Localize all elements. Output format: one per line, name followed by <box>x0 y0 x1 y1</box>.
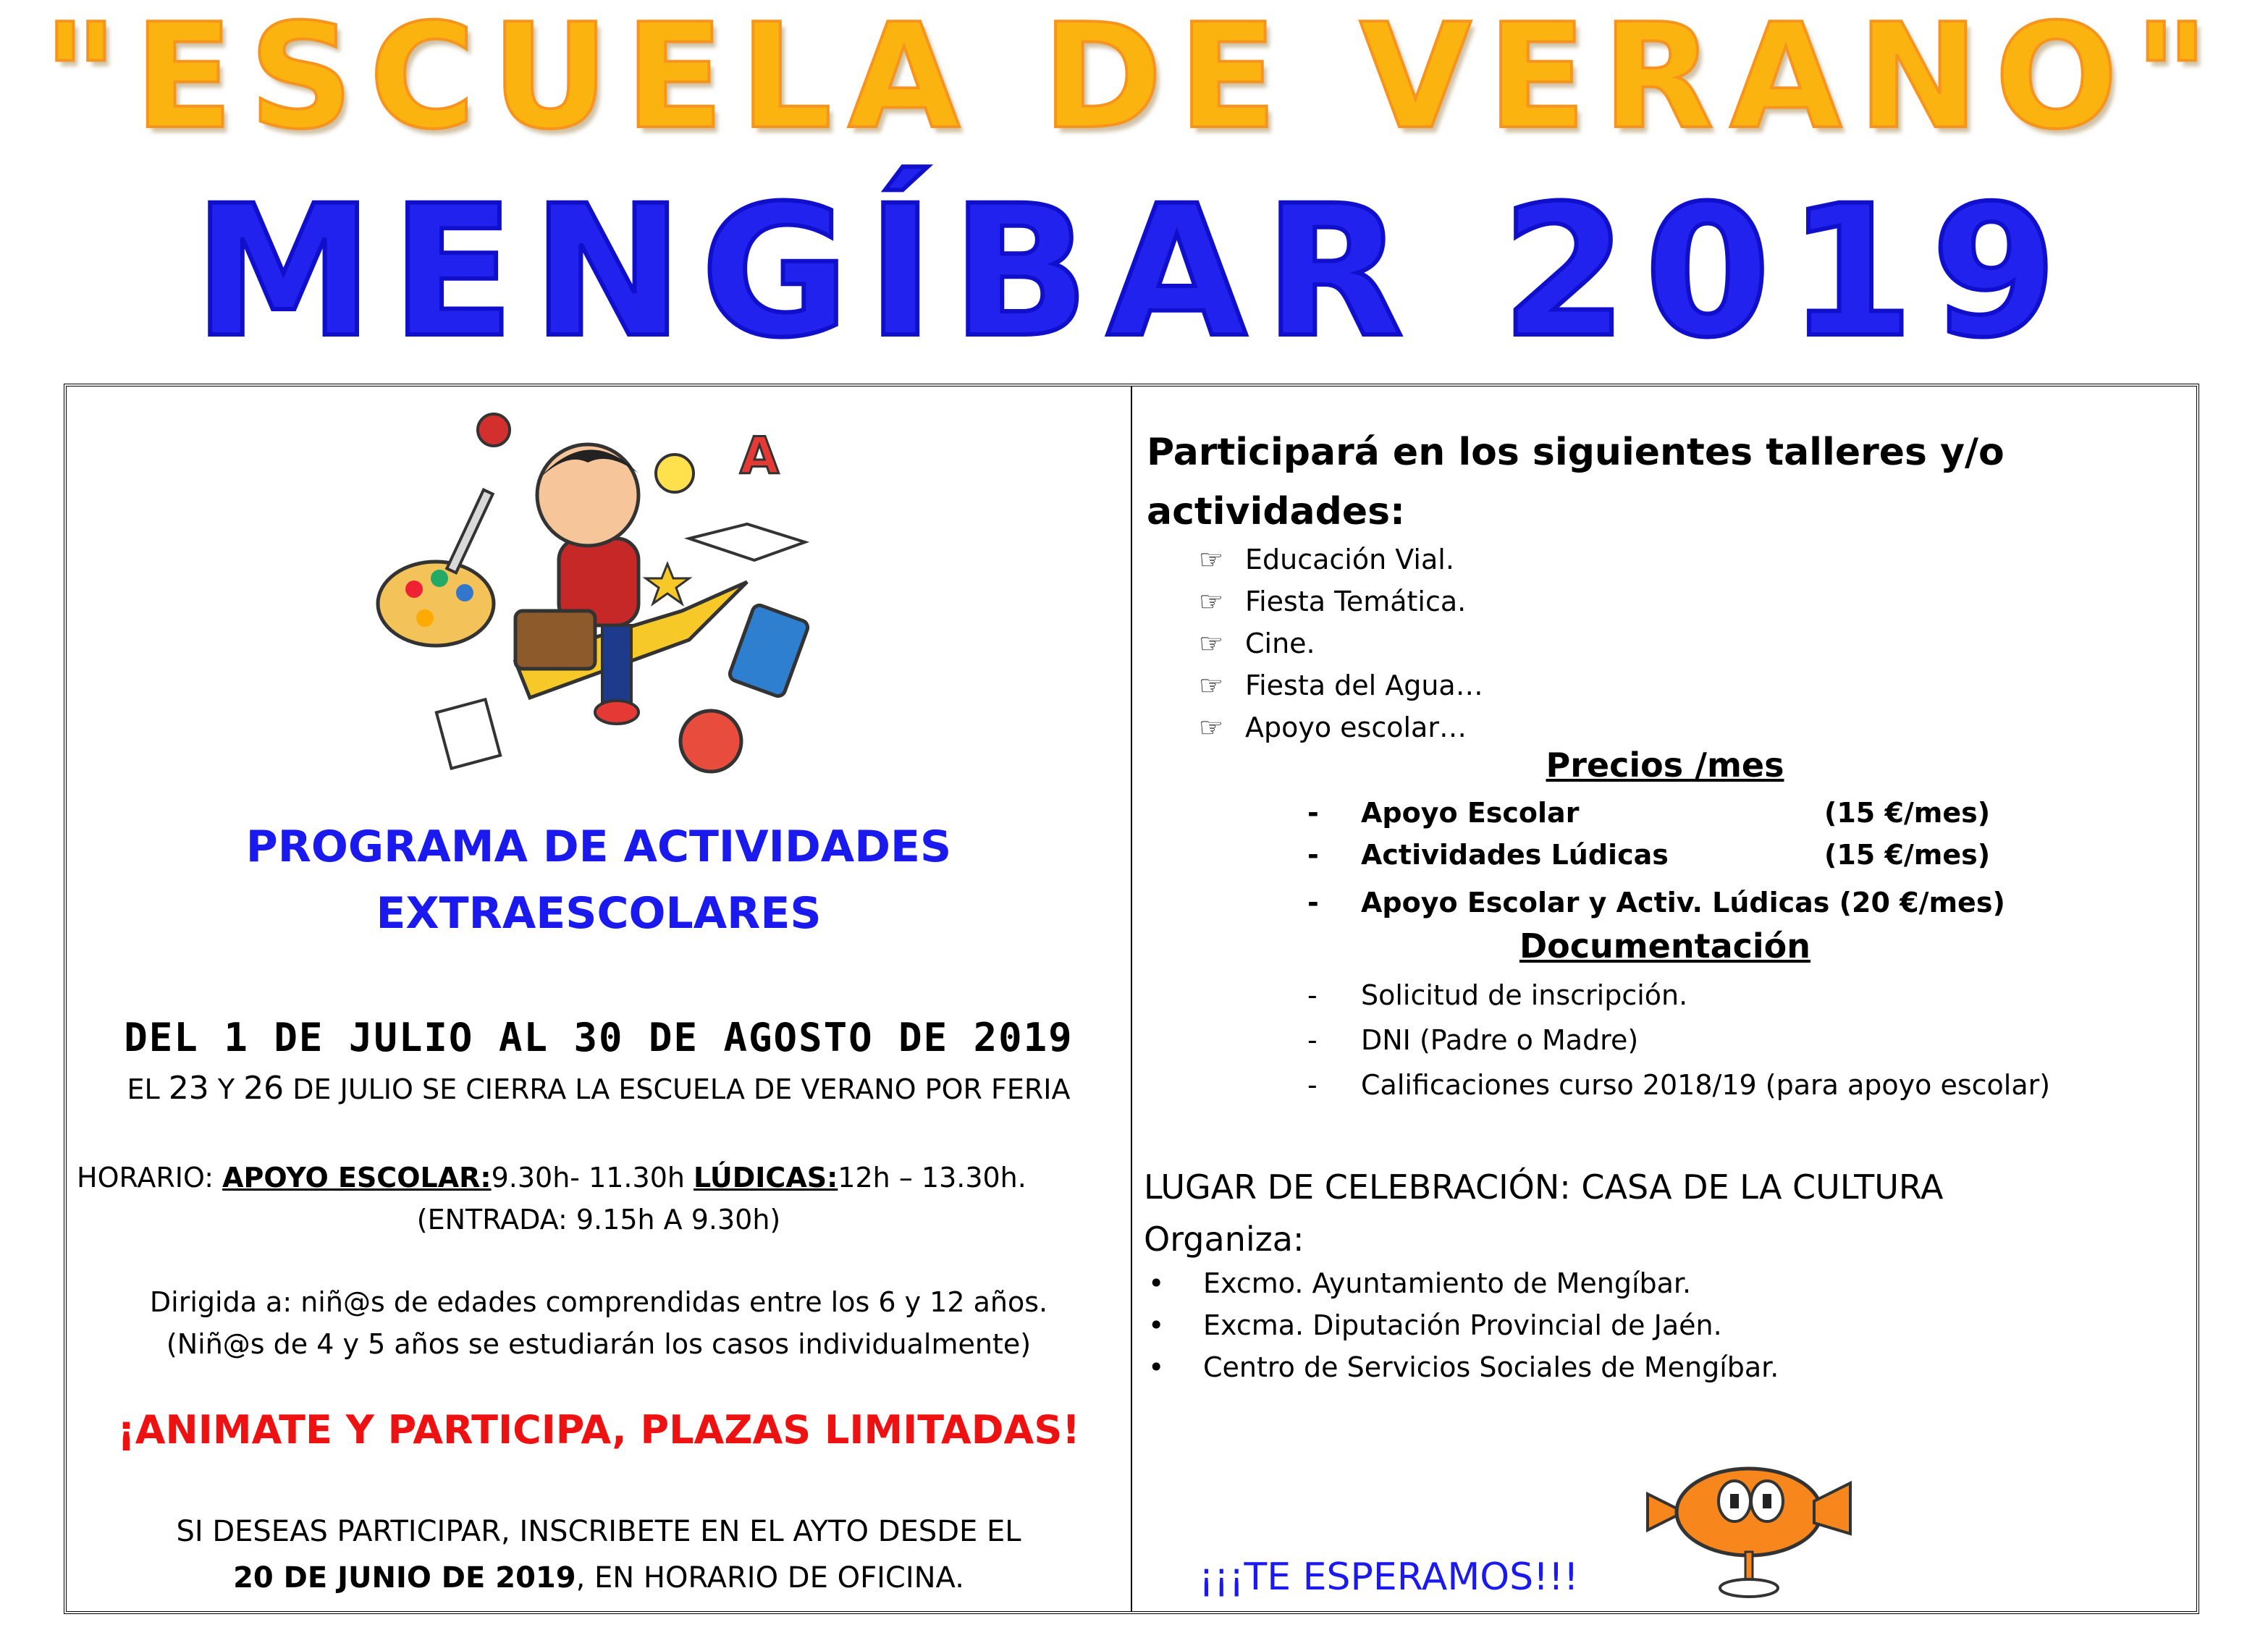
program-line-1: PROGRAMA DE ACTIVIDADES <box>245 822 952 872</box>
prices-title: Precios /mes <box>1546 746 1784 785</box>
closure-day-1: 23 <box>168 1070 209 1107</box>
right-column <box>1134 387 2196 1611</box>
svg-text:A: A <box>740 426 780 486</box>
boy-on-pencil-illustration <box>371 394 819 799</box>
prices-list <box>1307 792 2005 924</box>
closure-pre: EL <box>127 1073 169 1105</box>
activity-label: Cine. <box>1245 628 1315 659</box>
venue <box>1144 1161 1943 1265</box>
orange-fish-cartoon <box>1640 1443 1858 1602</box>
ludicas-time: 12h – 13.30h. <box>838 1162 1026 1194</box>
closure-y: Y <box>208 1073 244 1105</box>
list-item <box>1148 1304 1779 1346</box>
activity-label: Educación Vial. <box>1245 544 1454 575</box>
activity-label: Fiesta Temática. <box>1245 586 1467 617</box>
price-name: Apoyo Escolar <box>1361 797 1580 829</box>
registration-date: 20 DE JUNIO DE 2019 <box>233 1561 576 1595</box>
activities-heading-line-1: Participará en los siguientes talleres y/o <box>1147 431 2004 474</box>
list-item: - Solicitud de inscripción. <box>1307 973 2050 1018</box>
document-label: Calificaciones curso 2018/19 (para apoyo escolar) <box>1361 1069 2051 1101</box>
closure-day-2: 26 <box>243 1070 284 1107</box>
schedule-line <box>77 1157 1026 1199</box>
program-line-2: EXTRAESCOLARES <box>376 888 822 939</box>
apoyo-label: APOYO ESCOLAR: <box>222 1162 492 1194</box>
schedule-label: HORARIO: <box>77 1162 223 1194</box>
apoyo-time: 9.30h- 11.30h <box>491 1162 694 1194</box>
pointing-hand-icon: ☞ <box>1199 628 1224 659</box>
pointing-hand-icon: ☞ <box>1199 711 1224 743</box>
list-item: - Calificaciones curso 2018/19 (para apoyo escolar) <box>1307 1063 2050 1107</box>
ludicas-label: LÚDICAS: <box>694 1162 838 1194</box>
pointing-hand-icon: ☞ <box>1199 670 1224 701</box>
closing-message: ¡¡¡TE ESPERAMOS!!! <box>1199 1555 1579 1599</box>
registration-line-1: SI DESEAS PARTICIPAR, INSCRIBETE EN EL AYTO DESDE EL <box>176 1515 1021 1548</box>
call-to-action: ¡ANIMATE Y PARTICIPA, PLAZAS LIMITADAS! <box>117 1407 1080 1453</box>
list-item <box>1199 580 1483 622</box>
list-item: - DNI (Padre o Madre) <box>1307 1018 2050 1063</box>
left-column <box>67 387 1131 1611</box>
list-item <box>1199 539 1483 580</box>
price-value: (20 €/mes) <box>1839 887 2005 919</box>
list-item <box>1199 622 1483 664</box>
organizers-heading: Organiza: <box>1144 1220 1304 1259</box>
organizer-label: Excma. Diputación Provincial de Jaén. <box>1203 1309 1722 1341</box>
pointing-hand-icon: ☞ <box>1199 544 1224 575</box>
price-value: (15 €/mes) <box>1824 797 1991 829</box>
organizer-label: Centro de Servicios Sociales de Mengíbar. <box>1203 1351 1779 1383</box>
list-item <box>1199 664 1483 706</box>
bullet-icon: • <box>1148 1351 1165 1383</box>
entry-time: (ENTRADA: 9.15h A 9.30h) <box>416 1204 781 1236</box>
activity-label: Apoyo escolar… <box>1245 711 1467 743</box>
activities-heading <box>1147 423 2004 541</box>
list-item <box>1148 1346 1779 1388</box>
venue-label: LUGAR DE CELEBRACIÓN: CASA DE LA CULTURA <box>1144 1167 1944 1207</box>
registration-line-2 <box>67 1555 1131 1601</box>
list-item: - Apoyo Escolar y Activ. Lúdicas (20 €/mes) <box>1307 882 2005 924</box>
title-escuela: "ESCUELA DE VERANO" <box>43 0 2225 161</box>
pointing-hand-icon: ☞ <box>1199 586 1224 617</box>
bullet-icon: • <box>1148 1267 1165 1299</box>
closure-post: DE JULIO SE CIERRA LA ESCUELA DE VERANO POR FERIA <box>284 1073 1071 1105</box>
price-name: Apoyo Escolar y Activ. Lúdicas <box>1361 887 1830 919</box>
closure-note <box>67 1070 1131 1107</box>
list-item <box>1148 1262 1779 1304</box>
activities-list <box>1199 539 1483 748</box>
organizers-list <box>1148 1262 1779 1388</box>
document-label: Solicitud de inscripción. <box>1361 979 1688 1011</box>
target-age-note: (Niñ@s de 4 y 5 años se estudiarán los casos individualmente) <box>166 1328 1032 1360</box>
documents-title: Documentación <box>1519 926 1811 966</box>
price-name: Actividades Lúdicas <box>1361 839 1669 871</box>
document-label: DNI (Padre o Madre) <box>1361 1024 1639 1056</box>
registration-rest: , EN HORARIO DE OFICINA. <box>576 1561 964 1595</box>
bullet-icon: • <box>1148 1309 1165 1341</box>
list-item <box>1199 706 1483 748</box>
title-mengibar: MENGÍBAR 2019 <box>193 166 2075 377</box>
column-divider <box>1131 387 1132 1611</box>
documents-list <box>1307 973 2050 1107</box>
activity-label: Fiesta del Agua… <box>1245 670 1483 701</box>
price-value: (15 €/mes) <box>1824 839 1991 871</box>
list-item: - Apoyo Escolar (15 €/mes) <box>1307 792 2005 834</box>
organizer-label: Excmo. Ayuntamiento de Mengíbar. <box>1203 1267 1692 1299</box>
activities-heading-line-2: actividades: <box>1147 490 1405 533</box>
target-age: Dirigida a: niñ@s de edades comprendidas entre los 6 y 12 años. <box>149 1286 1048 1318</box>
list-item: - Actividades Lúdicas (15 €/mes) <box>1307 834 2005 876</box>
program-dates: DEL 1 DE JULIO AL 30 DE AGOSTO DE 2019 <box>124 1015 1074 1060</box>
